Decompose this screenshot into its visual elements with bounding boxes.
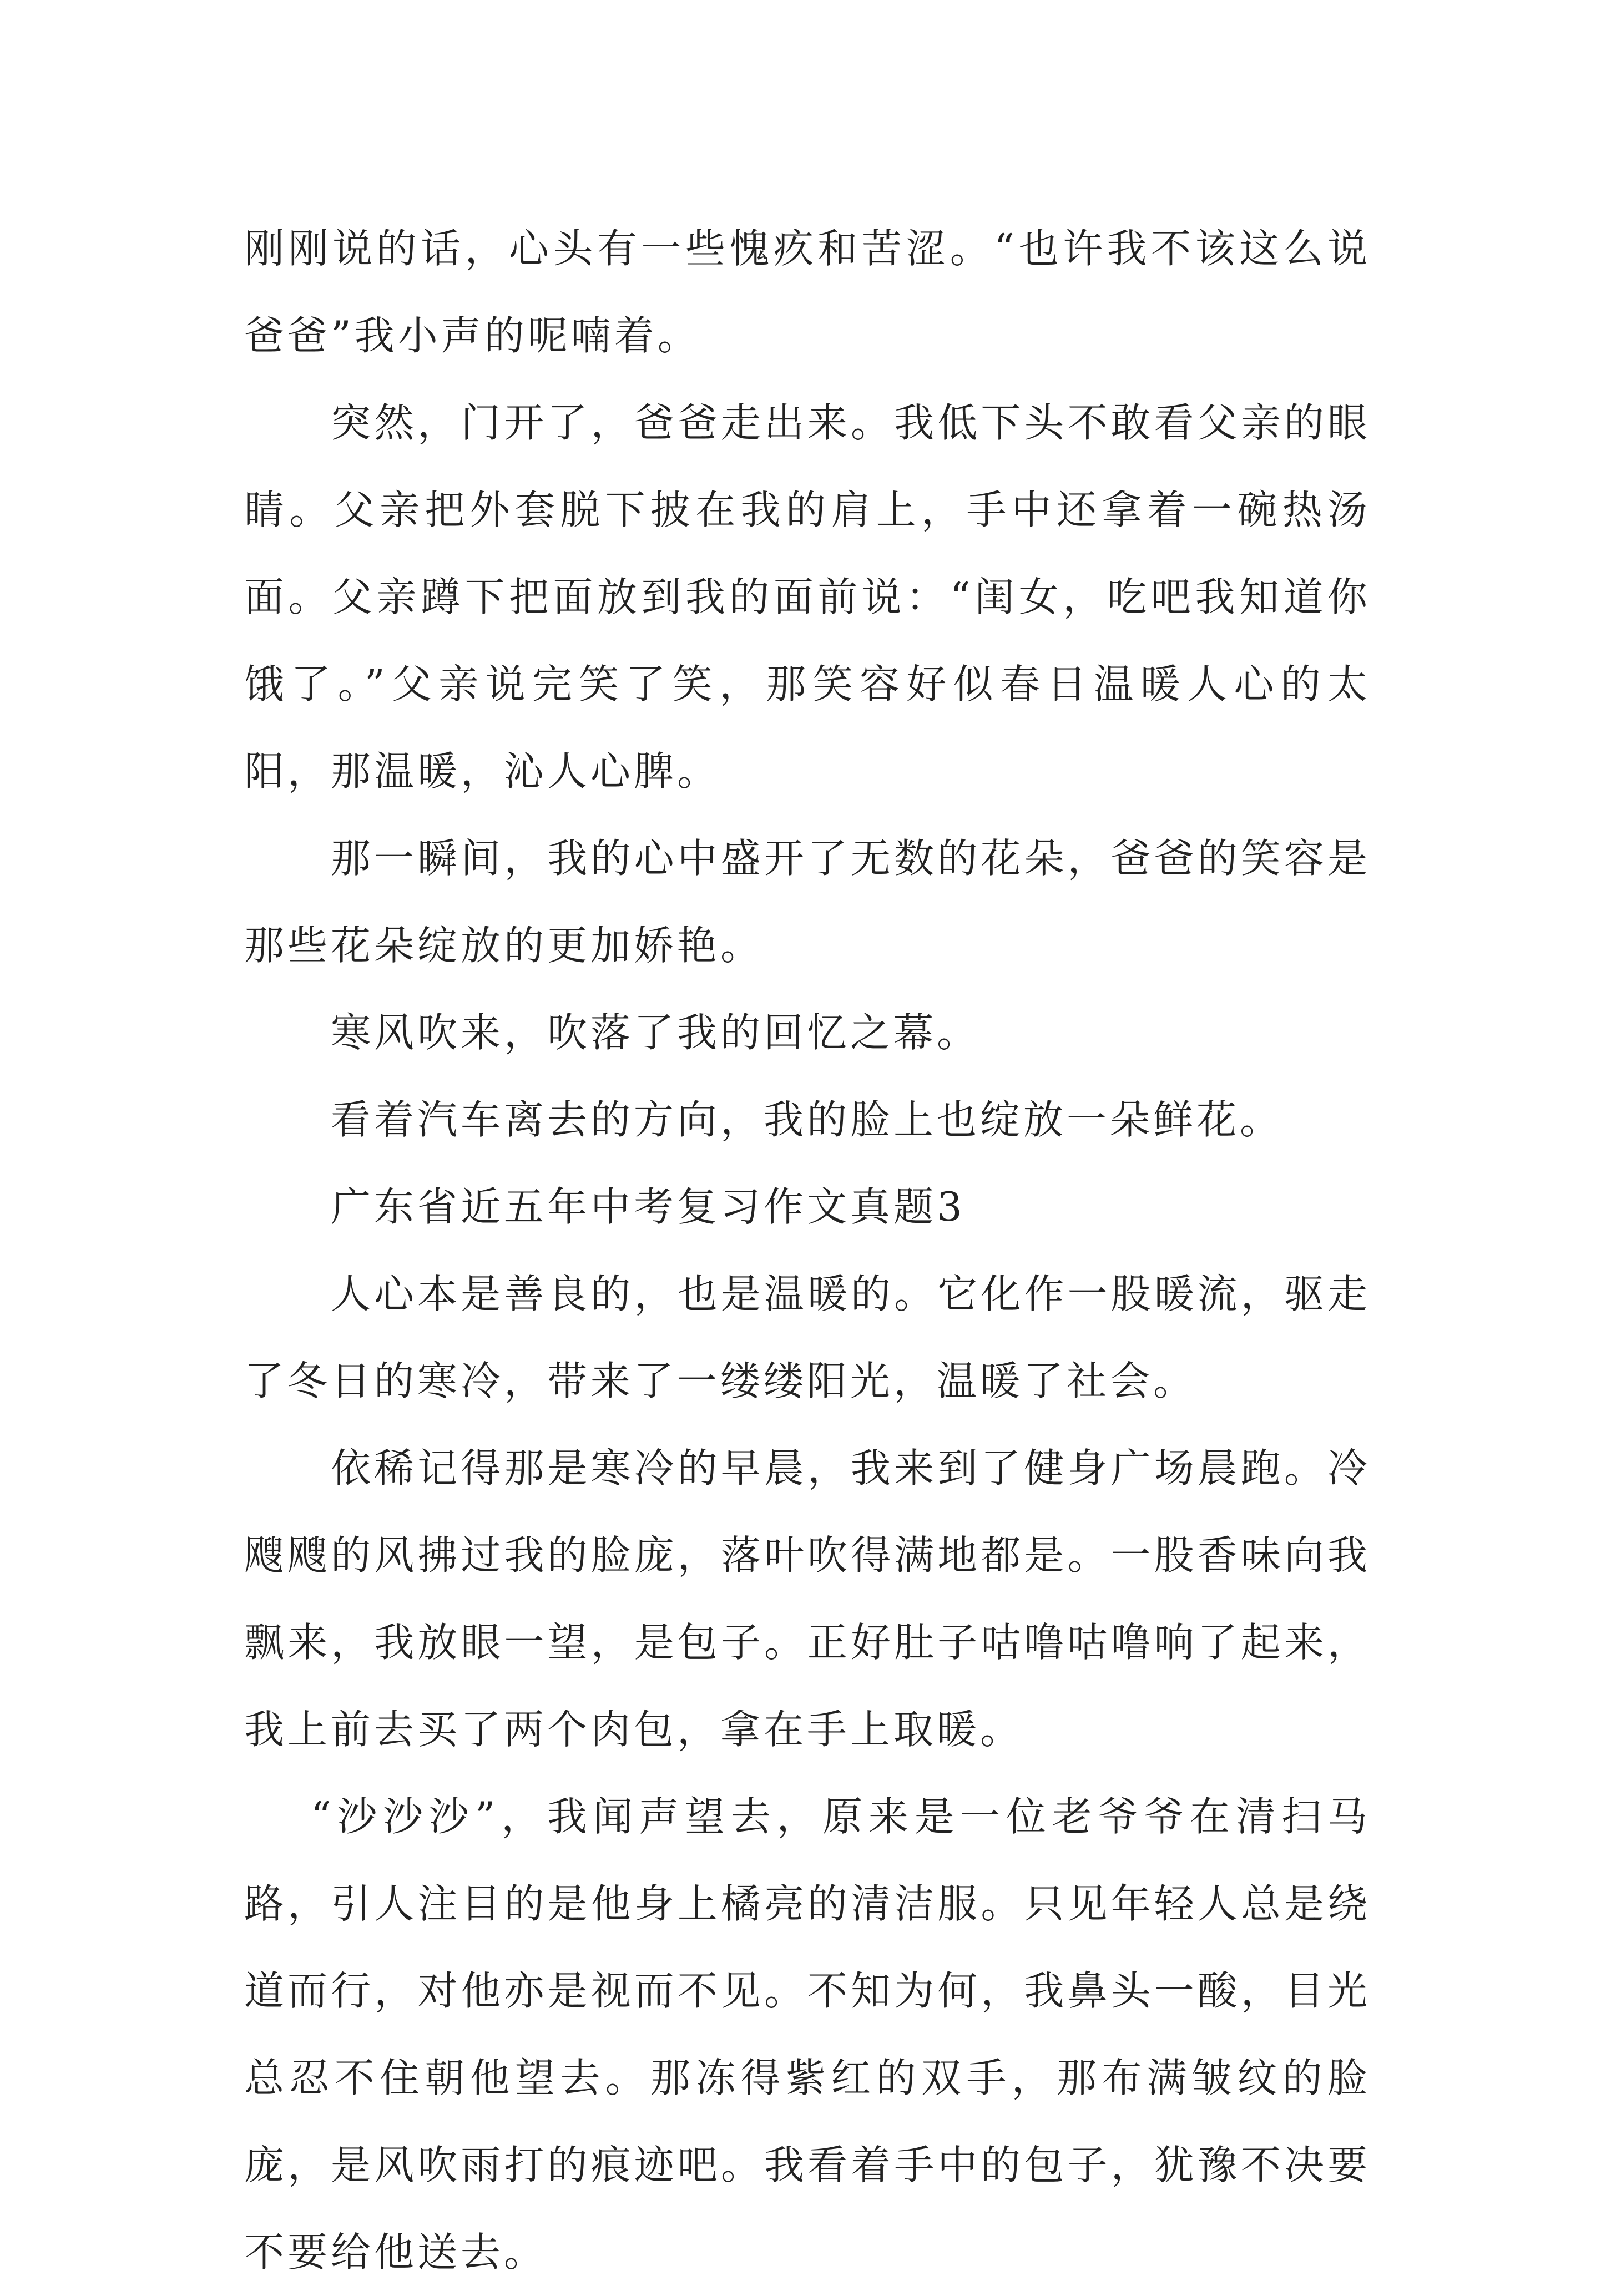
paragraph-3: 那一瞬间，我的心中盛开了无数的花朵，爸爸的笑容是那些花朵绽放的更加娇艳。 bbox=[244, 835, 1371, 969]
paragraph-5: 看着汽车离去的方向，我的脸上也绽放一朵鲜花。 bbox=[331, 1096, 1284, 1143]
paragraph-9: “沙沙沙”，我闻声望去，原来是一位老爷爷在清扫马路，引人注目的是他身上橘亮的清洁服。只见年轻人总是绕道而行，对他亦是视而不见。不知为何，我鼻头一酸，目光总忍不住朝他望去。那冻得紫红的双手，那布满皱纹的脸庞，是风吹雨打的痕迹吧。我看着手中的包子，犹豫不决要不要给他送去。 bbox=[244, 1793, 1371, 2275]
paragraph-4: 寒风吹来，吹落了我的回忆之幕。 bbox=[331, 1009, 981, 1056]
paragraph-7: 人心本是善良的，也是温暖的。它化作一股暖流，驱走了冬日的寒冷，带来了一缕缕阳光，温暖了社会。 bbox=[244, 1271, 1371, 1404]
paragraph-2: 突然，门开了，爸爸走出来。我低下头不敢看父亲的眼睛。父亲把外套脱下披在我的肩上，手中还拿着一碗热汤面。父亲蹲下把面放到我的面前说：“闺女，吃吧我知道你饿了。”父亲说完笑了笑，那笑容好似春日温暖人心的太阳，那温暖，沁人心脾。 bbox=[244, 399, 1371, 795]
paragraph-1: 刚刚说的话，心头有一些愧疚和苦涩。“也许我不该这么说爸爸”我小声的呢喃着。 bbox=[244, 225, 1371, 359]
paragraph-8: 依稀记得那是寒冷的早晨，我来到了健身广场晨跑。冷飕飕的风拂过我的脸庞，落叶吹得满地都是。一股香味向我飘来，我放眼一望，是包子。正好肚子咕噜咕噜响了起来，我上前去买了两个肉包，拿在手上取暖。 bbox=[244, 1445, 1371, 1753]
document-page bbox=[244, 205, 1371, 2296]
section-heading: 广东省近五年中考复习作文真题3 bbox=[331, 1184, 966, 1230]
